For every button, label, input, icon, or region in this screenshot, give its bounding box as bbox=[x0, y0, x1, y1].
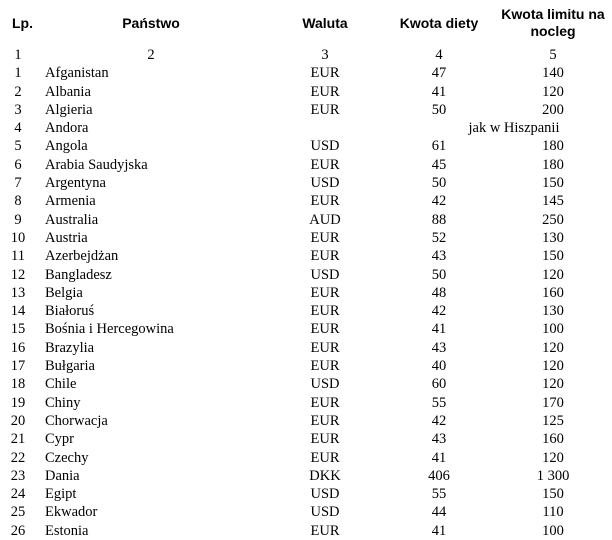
row-currency: USD bbox=[310, 175, 340, 192]
row-diet-amount: 43 bbox=[431, 339, 447, 356]
row-country: Brazylia bbox=[45, 339, 95, 356]
header-currency: Waluta bbox=[302, 14, 348, 31]
row-currency: EUR bbox=[310, 229, 340, 246]
row-lp: 17 bbox=[10, 358, 26, 375]
table-row bbox=[0, 503, 612, 521]
table-row bbox=[0, 430, 612, 448]
row-currency: USD bbox=[310, 504, 340, 521]
row-currency: EUR bbox=[310, 193, 340, 210]
header-lp: Lp. bbox=[12, 14, 33, 31]
row-lp: 22 bbox=[10, 449, 26, 466]
row-country: Angola bbox=[45, 138, 88, 155]
header-lodging-limit: Kwota limitu na nocleg bbox=[501, 6, 605, 39]
row-diet-amount: 406 bbox=[428, 467, 450, 484]
column-number-3: 3 bbox=[321, 47, 329, 63]
row-currency: EUR bbox=[310, 394, 340, 411]
row-diet-amount: 61 bbox=[431, 138, 447, 155]
row-country: Argentyna bbox=[45, 175, 106, 192]
table-body bbox=[0, 46, 612, 540]
row-country: Chiny bbox=[45, 394, 81, 411]
row-diet-amount: 40 bbox=[431, 358, 447, 375]
row-lodging-limit: 180 bbox=[542, 138, 564, 155]
row-diet-amount: 43 bbox=[431, 431, 447, 448]
column-number-5: 5 bbox=[549, 47, 557, 63]
row-lodging-limit: 160 bbox=[542, 431, 564, 448]
row-country: Białoruś bbox=[45, 303, 95, 320]
row-country: Chorwacja bbox=[45, 412, 108, 429]
row-lp: 13 bbox=[10, 284, 26, 301]
row-lp: 18 bbox=[10, 376, 26, 393]
row-diet-amount: 45 bbox=[431, 156, 447, 173]
row-lp: 15 bbox=[10, 321, 26, 338]
column-number-4: 4 bbox=[435, 47, 443, 63]
header-row bbox=[0, 0, 612, 46]
row-currency: EUR bbox=[310, 431, 340, 448]
row-currency: EUR bbox=[310, 358, 340, 375]
row-currency: EUR bbox=[310, 248, 340, 265]
row-lp: 11 bbox=[11, 248, 25, 265]
row-country: Bangladesz bbox=[45, 266, 112, 283]
row-lp: 8 bbox=[14, 193, 22, 210]
row-country: Arabia Saudyjska bbox=[45, 156, 148, 173]
row-country: Bośnia i Hercegowina bbox=[45, 321, 174, 338]
row-lodging-limit: 100 bbox=[542, 522, 564, 539]
row-diet-amount: 50 bbox=[431, 266, 447, 283]
row-lodging-limit: 145 bbox=[542, 193, 564, 210]
row-lodging-limit: 120 bbox=[542, 358, 564, 375]
row-currency: EUR bbox=[310, 65, 340, 82]
row-lp: 4 bbox=[14, 120, 22, 137]
row-lp: 10 bbox=[10, 229, 26, 246]
row-lodging-limit: 1 300 bbox=[536, 467, 570, 484]
column-number-1: 1 bbox=[14, 47, 22, 63]
row-country: Ekwador bbox=[45, 504, 98, 521]
row-lodging-limit: 120 bbox=[542, 266, 564, 283]
row-lp: 6 bbox=[14, 156, 22, 173]
row-lodging-limit: 200 bbox=[542, 101, 564, 118]
row-diet-amount: 55 bbox=[431, 486, 447, 503]
row-lp: 2 bbox=[14, 83, 22, 100]
row-lodging-limit: 170 bbox=[542, 394, 564, 411]
row-diet-amount: 42 bbox=[431, 412, 447, 429]
row-lp: 1 bbox=[14, 65, 22, 82]
table-row bbox=[0, 522, 612, 540]
table-row bbox=[0, 174, 612, 192]
row-lp: 9 bbox=[14, 211, 22, 228]
row-diet-amount: 48 bbox=[431, 284, 447, 301]
row-country: Czechy bbox=[45, 449, 89, 466]
row-country: Chile bbox=[45, 376, 77, 393]
row-lodging-limit: 125 bbox=[542, 412, 564, 429]
row-country: Andora bbox=[45, 120, 89, 137]
row-currency: USD bbox=[310, 138, 340, 155]
row-lodging-limit: 160 bbox=[542, 284, 564, 301]
row-currency: AUD bbox=[309, 211, 341, 228]
table-row bbox=[0, 357, 612, 375]
table-row bbox=[0, 375, 612, 393]
row-diet-amount: 41 bbox=[431, 83, 447, 100]
row-diet-amount: 50 bbox=[431, 175, 447, 192]
row-lodging-limit: 120 bbox=[542, 339, 564, 356]
row-lodging-limit: 250 bbox=[542, 211, 564, 228]
table-row bbox=[0, 339, 612, 357]
row-diet-amount: 88 bbox=[431, 211, 447, 228]
row-country: Albania bbox=[45, 83, 91, 100]
row-currency: EUR bbox=[310, 156, 340, 173]
row-lp: 12 bbox=[10, 266, 26, 283]
row-lodging-limit: 150 bbox=[542, 175, 564, 192]
table-row bbox=[0, 119, 612, 137]
row-currency: EUR bbox=[310, 449, 340, 466]
row-lodging-limit: 150 bbox=[542, 248, 564, 265]
table-row bbox=[0, 394, 612, 412]
row-country: Australia bbox=[45, 211, 99, 228]
row-diet-amount: 60 bbox=[431, 376, 447, 393]
table-row bbox=[0, 211, 612, 229]
row-country: Austria bbox=[45, 229, 88, 246]
table-row bbox=[0, 449, 612, 467]
table-row bbox=[0, 320, 612, 338]
row-lodging-limit: 110 bbox=[542, 504, 564, 521]
row-currency: EUR bbox=[310, 303, 340, 320]
row-diet-amount: 43 bbox=[431, 248, 447, 265]
row-currency: EUR bbox=[310, 101, 340, 118]
row-country: Cypr bbox=[45, 431, 74, 448]
row-currency: EUR bbox=[310, 339, 340, 356]
row-country: Algieria bbox=[45, 101, 93, 118]
table-row bbox=[0, 412, 612, 430]
header-country: Państwo bbox=[122, 14, 180, 31]
row-country: Bułgaria bbox=[45, 358, 95, 375]
row-country: Dania bbox=[45, 467, 80, 484]
row-country: Armenia bbox=[45, 193, 96, 210]
row-country: Belgia bbox=[45, 284, 83, 301]
table-row bbox=[0, 229, 612, 247]
row-currency: EUR bbox=[310, 412, 340, 429]
table-row bbox=[0, 302, 612, 320]
row-diet-amount: 55 bbox=[431, 394, 447, 411]
row-note: jak w Hiszpanii bbox=[468, 120, 560, 137]
row-lodging-limit: 120 bbox=[542, 449, 564, 466]
row-currency: USD bbox=[310, 376, 340, 393]
table-row bbox=[0, 247, 612, 265]
row-country: Estonia bbox=[45, 522, 89, 539]
row-country: Afganistan bbox=[45, 65, 109, 82]
row-diet-amount: 47 bbox=[431, 65, 447, 82]
table-row bbox=[0, 64, 612, 82]
table-row bbox=[0, 101, 612, 119]
row-currency: EUR bbox=[310, 321, 340, 338]
table-row bbox=[0, 192, 612, 210]
row-country: Egipt bbox=[45, 486, 77, 503]
table-row bbox=[0, 266, 612, 284]
table-row bbox=[0, 467, 612, 485]
row-lodging-limit: 130 bbox=[542, 303, 564, 320]
column-number-2: 2 bbox=[147, 47, 155, 63]
row-lp: 16 bbox=[10, 339, 26, 356]
row-lodging-limit: 180 bbox=[542, 156, 564, 173]
row-currency: EUR bbox=[310, 284, 340, 301]
row-lp: 26 bbox=[10, 522, 26, 539]
row-diet-amount: 52 bbox=[431, 229, 447, 246]
row-diet-amount: 41 bbox=[431, 321, 447, 338]
row-lodging-limit: 100 bbox=[542, 321, 564, 338]
row-currency: EUR bbox=[310, 83, 340, 100]
row-lp: 23 bbox=[10, 467, 26, 484]
row-lodging-limit: 120 bbox=[542, 83, 564, 100]
row-lp: 7 bbox=[14, 175, 22, 192]
row-lp: 14 bbox=[10, 303, 26, 320]
row-lp: 19 bbox=[10, 394, 26, 411]
row-lp: 21 bbox=[10, 431, 26, 448]
header-diet-amount: Kwota diety bbox=[399, 14, 479, 31]
row-lodging-limit: 130 bbox=[542, 229, 564, 246]
row-lp: 3 bbox=[14, 101, 22, 118]
row-lp: 25 bbox=[10, 504, 26, 521]
table-row bbox=[0, 284, 612, 302]
row-diet-amount: 44 bbox=[431, 504, 447, 521]
table-row bbox=[0, 137, 612, 155]
row-diet-amount: 42 bbox=[431, 193, 447, 210]
row-country: Azerbejdżan bbox=[45, 248, 119, 265]
row-lp: 20 bbox=[10, 412, 26, 429]
table-row bbox=[0, 83, 612, 101]
row-lodging-limit: 120 bbox=[542, 376, 564, 393]
row-currency: USD bbox=[310, 266, 340, 283]
row-lp: 5 bbox=[14, 138, 22, 155]
row-currency: DKK bbox=[309, 467, 341, 484]
row-lp: 24 bbox=[10, 486, 26, 503]
row-currency: EUR bbox=[310, 522, 340, 539]
row-diet-amount: 50 bbox=[431, 101, 447, 118]
row-diet-amount: 41 bbox=[431, 449, 447, 466]
column-number-row bbox=[0, 46, 612, 64]
row-currency: USD bbox=[310, 486, 340, 503]
row-diet-amount: 41 bbox=[431, 522, 447, 539]
row-lodging-limit: 140 bbox=[542, 65, 564, 82]
row-lodging-limit: 150 bbox=[542, 486, 564, 503]
row-diet-amount: 42 bbox=[431, 303, 447, 320]
table-row bbox=[0, 485, 612, 503]
table-row bbox=[0, 156, 612, 174]
